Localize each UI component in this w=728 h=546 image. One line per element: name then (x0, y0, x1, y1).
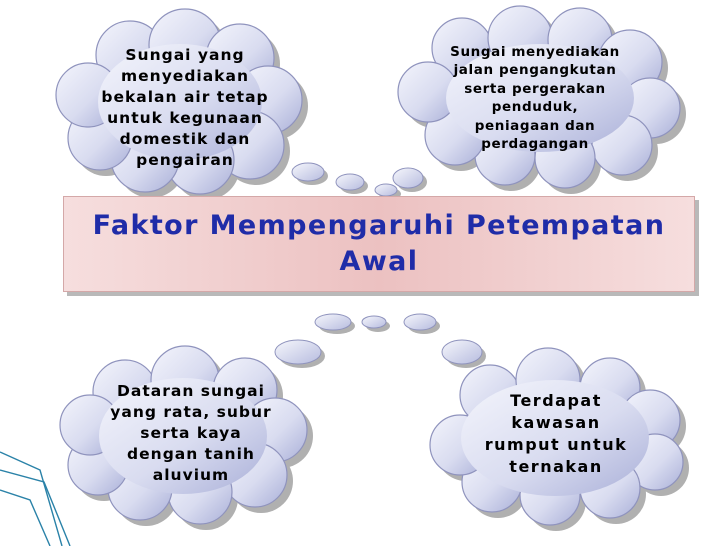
cloud-line: untuk kegunaan (107, 109, 263, 127)
cloud-line: aluvium (152, 465, 230, 484)
cloud-line: dengan tanih (127, 444, 255, 463)
cloud-line: jalan pengangkutan (453, 62, 617, 78)
cloud-line: peniagaan dan (474, 117, 596, 134)
cloud-line: Dataran sungai (117, 381, 265, 400)
cloud-text-water-supply (88, 42, 282, 174)
cloud-line: Terdapat (510, 391, 602, 410)
cloud-line: pengairan (136, 151, 234, 169)
cloud-line: ternakan (509, 457, 603, 476)
cloud-line: bekalan air tetap (101, 88, 269, 106)
cloud-line: serta pergerakan (464, 80, 606, 97)
cloud-line: menyediakan (121, 67, 249, 85)
title-banner (63, 196, 695, 292)
corner-decoration (0, 452, 70, 546)
title-line-1: Faktor Mempengaruhi Petempatan (92, 210, 666, 241)
title-line-2: Awal (339, 246, 419, 277)
thought-bubbles-top (292, 163, 427, 200)
thought-bubbles-bottom (275, 314, 486, 368)
cloud-line: domestik dan (119, 130, 251, 148)
cloud-text-plains (96, 370, 286, 496)
cloud-line: yang rata, subur (110, 402, 272, 421)
cloud-line: Sungai yang (125, 46, 245, 64)
cloud-line: serta kaya (140, 423, 242, 442)
cloud-line: perdagangan (481, 136, 589, 152)
cloud-line: penduduk, (491, 99, 579, 115)
cloud-line: Sungai menyediakan (450, 43, 620, 60)
cloud-line: rumput untuk (484, 435, 628, 454)
cloud-text-transport (430, 38, 640, 158)
cloud-text-grassland (456, 382, 656, 486)
cloud-line: kawasan (511, 413, 601, 432)
